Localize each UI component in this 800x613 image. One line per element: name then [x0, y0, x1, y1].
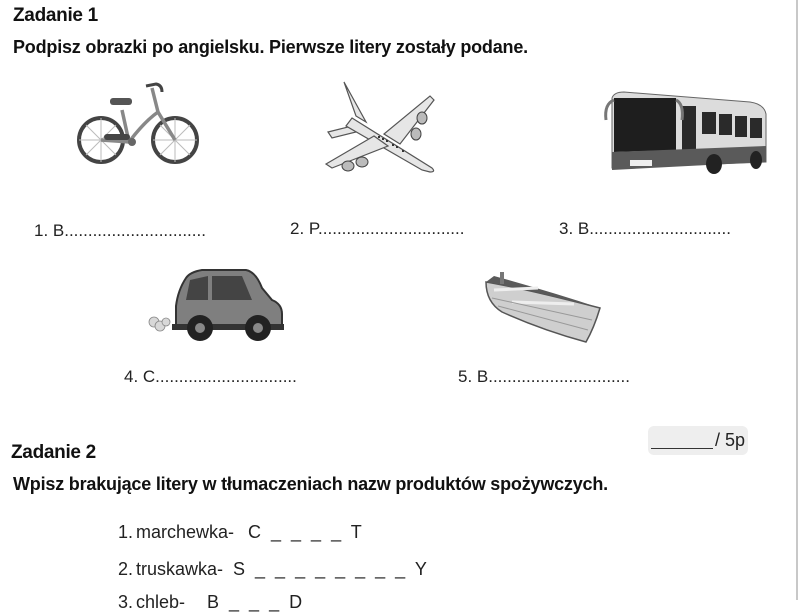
row-pattern[interactable]: S _ _ _ _ _ _ _ _ Y [233, 559, 427, 579]
fill-row-2[interactable] [118, 559, 427, 580]
answer-line-1[interactable]: 1. B.............................. [34, 221, 206, 240]
score-badge[interactable] [648, 426, 748, 455]
answer-line-5[interactable]: 5. B.............................. [458, 367, 630, 386]
row-word: chleb- [136, 592, 186, 612]
bicycle-icon [74, 82, 200, 170]
page-edge-rule [796, 0, 798, 600]
row-number: 1. [118, 522, 134, 542]
task2-instruction: Wpisz brakujące litery w tłumaczeniach nazw produktów spożywczych. [13, 474, 608, 494]
row-number: 2. [118, 559, 134, 579]
score-max: / 5p [714, 430, 746, 450]
airplane-icon [322, 76, 440, 178]
fill-row-3[interactable] [118, 592, 302, 613]
task1-instruction: Podpisz obrazki po angielsku. Pierwsze litery zostały podane. [13, 37, 528, 57]
fill-row-1[interactable] [118, 522, 362, 543]
row-word: truskawka- [136, 559, 224, 579]
task1-title: Zadanie 1 [13, 5, 98, 26]
row-word: marchewka- [136, 522, 235, 542]
task2-title: Zadanie 2 [11, 442, 96, 463]
row-pattern[interactable]: B _ _ _ D [207, 592, 303, 612]
score-blank[interactable] [651, 432, 713, 449]
row-number: 3. [118, 592, 134, 612]
car-icon [146, 266, 286, 346]
row-pattern[interactable]: C _ _ _ _ T [248, 522, 362, 542]
answer-line-3[interactable]: 3. B.............................. [559, 219, 731, 238]
bus-icon [600, 90, 770, 178]
boat-icon [482, 268, 606, 344]
answer-line-2[interactable]: 2. P............................... [290, 219, 465, 238]
answer-line-4[interactable]: 4. C.............................. [124, 367, 297, 386]
